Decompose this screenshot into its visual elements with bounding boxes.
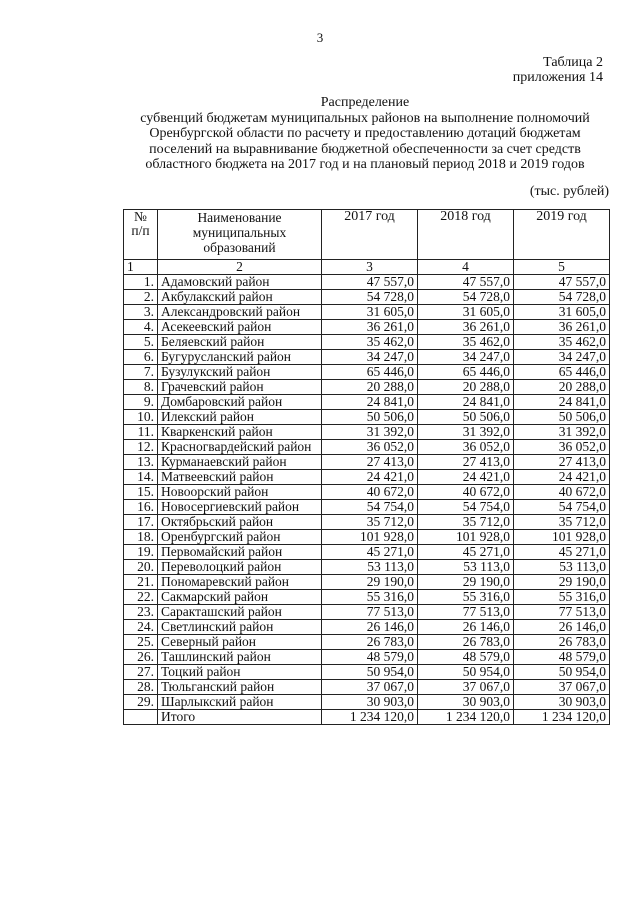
value-2018: 54 728,0 bbox=[418, 290, 514, 305]
district-name: Бузулукский район bbox=[158, 365, 322, 380]
header-name: Наименование муниципальных образований bbox=[158, 210, 322, 260]
row-number: 15. bbox=[124, 485, 158, 500]
value-2018: 53 113,0 bbox=[418, 560, 514, 575]
row-number: 8. bbox=[124, 380, 158, 395]
value-2018: 65 446,0 bbox=[418, 365, 514, 380]
table-row bbox=[124, 680, 610, 695]
value-2018: 29 190,0 bbox=[418, 575, 514, 590]
row-number: 28. bbox=[124, 680, 158, 695]
row-number: 4. bbox=[124, 320, 158, 335]
value-2017: 37 067,0 bbox=[322, 680, 418, 695]
table-row bbox=[124, 500, 610, 515]
value-2017: 36 261,0 bbox=[322, 320, 418, 335]
value-2018: 40 672,0 bbox=[418, 485, 514, 500]
column-index: 3 bbox=[322, 260, 418, 275]
distribution-table bbox=[123, 209, 610, 725]
table-row bbox=[124, 440, 610, 455]
district-name: Александровский район bbox=[158, 305, 322, 320]
column-index: 1 bbox=[124, 260, 158, 275]
row-number: 26. bbox=[124, 650, 158, 665]
row-number: 29. bbox=[124, 695, 158, 710]
value-2017: 54 754,0 bbox=[322, 500, 418, 515]
value-2018: 47 557,0 bbox=[418, 275, 514, 290]
value-2018: 35 462,0 bbox=[418, 335, 514, 350]
value-2018: 31 392,0 bbox=[418, 425, 514, 440]
table-row bbox=[124, 695, 610, 710]
district-name: Кваркенский район bbox=[158, 425, 322, 440]
row-number: 24. bbox=[124, 620, 158, 635]
document-heading bbox=[0, 95, 640, 173]
row-number: 9. bbox=[124, 395, 158, 410]
heading-line: Распределение bbox=[320, 95, 410, 110]
value-2018: 27 413,0 bbox=[418, 455, 514, 470]
column-index: 4 bbox=[418, 260, 514, 275]
table-row bbox=[124, 350, 610, 365]
value-2019: 40 672,0 bbox=[514, 485, 610, 500]
district-name: Тюльганский район bbox=[158, 680, 322, 695]
value-2019: 45 271,0 bbox=[514, 545, 610, 560]
table-row bbox=[124, 395, 610, 410]
table-row bbox=[124, 620, 610, 635]
value-2017: 45 271,0 bbox=[322, 545, 418, 560]
table-row bbox=[124, 545, 610, 560]
table-row bbox=[124, 485, 610, 500]
value-2018: 55 316,0 bbox=[418, 590, 514, 605]
value-2018: 31 605,0 bbox=[418, 305, 514, 320]
row-number: 11. bbox=[124, 425, 158, 440]
row-number: 5. bbox=[124, 335, 158, 350]
column-index: 5 bbox=[514, 260, 610, 275]
district-name: Домбаровский район bbox=[158, 395, 322, 410]
table-row bbox=[124, 560, 610, 575]
row-number: 16. bbox=[124, 500, 158, 515]
district-name: Октябрьский район bbox=[158, 515, 322, 530]
district-name: Светлинский район bbox=[158, 620, 322, 635]
value-2019: 24 421,0 bbox=[514, 470, 610, 485]
value-2019: 55 316,0 bbox=[514, 590, 610, 605]
value-2018: 50 954,0 bbox=[418, 665, 514, 680]
value-2018: 50 506,0 bbox=[418, 410, 514, 425]
row-number: 22. bbox=[124, 590, 158, 605]
row-number: 25. bbox=[124, 635, 158, 650]
value-2017: 24 841,0 bbox=[322, 395, 418, 410]
value-2017: 36 052,0 bbox=[322, 440, 418, 455]
district-name: Новосергиевский район bbox=[158, 500, 322, 515]
table-row bbox=[124, 605, 610, 620]
value-2019: 27 413,0 bbox=[514, 455, 610, 470]
district-name: Илекский район bbox=[158, 410, 322, 425]
value-2017: 50 506,0 bbox=[322, 410, 418, 425]
value-2017: 101 928,0 bbox=[322, 530, 418, 545]
value-2019: 31 605,0 bbox=[514, 305, 610, 320]
header-2019: 2019 год bbox=[514, 210, 610, 260]
value-2017: 31 605,0 bbox=[322, 305, 418, 320]
total-row bbox=[124, 710, 610, 725]
district-name: Красногвардейский район bbox=[158, 440, 322, 455]
row-number: 23. bbox=[124, 605, 158, 620]
heading-line: поселений на выравнивание бюджетной обеспеченности за счет средств bbox=[149, 141, 581, 157]
table-row bbox=[124, 320, 610, 335]
value-2019: 65 446,0 bbox=[514, 365, 610, 380]
value-2018: 45 271,0 bbox=[418, 545, 514, 560]
table-row bbox=[124, 290, 610, 305]
total-2017: 1 234 120,0 bbox=[322, 710, 418, 725]
row-number: 20. bbox=[124, 560, 158, 575]
table-ref-line2: приложения 14 bbox=[512, 70, 603, 85]
district-name: Адамовский район bbox=[158, 275, 322, 290]
value-2019: 29 190,0 bbox=[514, 575, 610, 590]
value-2017: 77 513,0 bbox=[322, 605, 418, 620]
row-number: 2. bbox=[124, 290, 158, 305]
value-2017: 29 190,0 bbox=[322, 575, 418, 590]
total-2018: 1 234 120,0 bbox=[418, 710, 514, 725]
value-2019: 26 146,0 bbox=[514, 620, 610, 635]
district-name: Сакмарский район bbox=[158, 590, 322, 605]
table-row bbox=[124, 335, 610, 350]
district-name: Ташлинский район bbox=[158, 650, 322, 665]
value-2019: 37 067,0 bbox=[514, 680, 610, 695]
row-number: 3. bbox=[124, 305, 158, 320]
district-name: Саракташский район bbox=[158, 605, 322, 620]
heading-line: субвенций бюджетам муниципальных районов на выполнение полномочий bbox=[140, 110, 590, 126]
district-name: Акбулакский район bbox=[158, 290, 322, 305]
row-number: 19. bbox=[124, 545, 158, 560]
value-2018: 34 247,0 bbox=[418, 350, 514, 365]
value-2018: 54 754,0 bbox=[418, 500, 514, 515]
value-2017: 40 672,0 bbox=[322, 485, 418, 500]
table-row bbox=[124, 455, 610, 470]
header-2017: 2017 год bbox=[322, 210, 418, 260]
district-name: Переволоцкий район bbox=[158, 560, 322, 575]
value-2019: 26 783,0 bbox=[514, 635, 610, 650]
row-number: 21. bbox=[124, 575, 158, 590]
district-name: Асекеевский район bbox=[158, 320, 322, 335]
table-row bbox=[124, 470, 610, 485]
value-2019: 30 903,0 bbox=[514, 695, 610, 710]
district-name: Оренбургский район bbox=[158, 530, 322, 545]
value-2018: 20 288,0 bbox=[418, 380, 514, 395]
value-2017: 31 392,0 bbox=[322, 425, 418, 440]
column-index: 2 bbox=[158, 260, 322, 275]
value-2019: 54 754,0 bbox=[514, 500, 610, 515]
row-number: 17. bbox=[124, 515, 158, 530]
header-2018: 2018 год bbox=[418, 210, 514, 260]
value-2019: 35 462,0 bbox=[514, 335, 610, 350]
district-name: Матвеевский район bbox=[158, 470, 322, 485]
value-2018: 77 513,0 bbox=[418, 605, 514, 620]
heading-line: Оренбургской области по расчету и предоставлению дотаций бюджетам bbox=[149, 126, 581, 141]
table-reference bbox=[513, 55, 603, 85]
column-index-row bbox=[124, 260, 610, 275]
row-number: 12. bbox=[124, 440, 158, 455]
total-label: Итого bbox=[158, 710, 322, 725]
heading-line: областного бюджета на 2017 год и на плановый период 2018 и 2019 годов bbox=[145, 157, 585, 172]
value-2018: 30 903,0 bbox=[418, 695, 514, 710]
value-2017: 24 421,0 bbox=[322, 470, 418, 485]
value-2017: 30 903,0 bbox=[322, 695, 418, 710]
district-name: Курманаевский район bbox=[158, 455, 322, 470]
value-2019: 31 392,0 bbox=[514, 425, 610, 440]
value-2019: 50 954,0 bbox=[514, 665, 610, 680]
district-name: Беляевский район bbox=[158, 335, 322, 350]
table-row bbox=[124, 365, 610, 380]
total-num-cell bbox=[124, 710, 158, 725]
header-num: № п/п bbox=[124, 210, 158, 260]
value-2019: 35 712,0 bbox=[514, 515, 610, 530]
value-2019: 36 052,0 bbox=[514, 440, 610, 455]
value-2017: 27 413,0 bbox=[322, 455, 418, 470]
row-number: 13. bbox=[124, 455, 158, 470]
value-2018: 24 841,0 bbox=[418, 395, 514, 410]
value-2017: 48 579,0 bbox=[322, 650, 418, 665]
value-2018: 48 579,0 bbox=[418, 650, 514, 665]
district-name: Новоорский район bbox=[158, 485, 322, 500]
table-row bbox=[124, 650, 610, 665]
value-2019: 77 513,0 bbox=[514, 605, 610, 620]
value-2017: 55 316,0 bbox=[322, 590, 418, 605]
value-2018: 36 261,0 bbox=[418, 320, 514, 335]
value-2017: 53 113,0 bbox=[322, 560, 418, 575]
row-number: 6. bbox=[124, 350, 158, 365]
value-2018: 101 928,0 bbox=[418, 530, 514, 545]
value-2019: 53 113,0 bbox=[514, 560, 610, 575]
value-2019: 24 841,0 bbox=[514, 395, 610, 410]
row-number: 10. bbox=[124, 410, 158, 425]
value-2019: 34 247,0 bbox=[514, 350, 610, 365]
value-2019: 36 261,0 bbox=[514, 320, 610, 335]
table-row bbox=[124, 635, 610, 650]
district-name: Пономаревский район bbox=[158, 575, 322, 590]
value-2017: 26 783,0 bbox=[322, 635, 418, 650]
table-row bbox=[124, 380, 610, 395]
value-2019: 48 579,0 bbox=[514, 650, 610, 665]
value-2017: 35 712,0 bbox=[322, 515, 418, 530]
page-number: 3 bbox=[316, 30, 324, 45]
header-row bbox=[124, 210, 610, 260]
value-2019: 101 928,0 bbox=[514, 530, 610, 545]
value-2019: 20 288,0 bbox=[514, 380, 610, 395]
table-row bbox=[124, 665, 610, 680]
district-name: Бугурусланский район bbox=[158, 350, 322, 365]
row-number: 14. bbox=[124, 470, 158, 485]
table-row bbox=[124, 305, 610, 320]
table-row bbox=[124, 590, 610, 605]
value-2017: 20 288,0 bbox=[322, 380, 418, 395]
value-2018: 36 052,0 bbox=[418, 440, 514, 455]
value-2019: 47 557,0 bbox=[514, 275, 610, 290]
value-2017: 50 954,0 bbox=[322, 665, 418, 680]
value-2018: 37 067,0 bbox=[418, 680, 514, 695]
units-label: (тыс. рублей) bbox=[529, 184, 609, 199]
value-2018: 26 783,0 bbox=[418, 635, 514, 650]
row-number: 7. bbox=[124, 365, 158, 380]
table-row bbox=[124, 410, 610, 425]
table-row bbox=[124, 575, 610, 590]
table-row bbox=[124, 425, 610, 440]
table-body bbox=[124, 275, 610, 710]
table-row bbox=[124, 530, 610, 545]
value-2017: 65 446,0 bbox=[322, 365, 418, 380]
value-2017: 26 146,0 bbox=[322, 620, 418, 635]
value-2017: 35 462,0 bbox=[322, 335, 418, 350]
value-2018: 26 146,0 bbox=[418, 620, 514, 635]
district-name: Первомайский район bbox=[158, 545, 322, 560]
value-2017: 34 247,0 bbox=[322, 350, 418, 365]
value-2017: 54 728,0 bbox=[322, 290, 418, 305]
row-number: 1. bbox=[124, 275, 158, 290]
total-2019: 1 234 120,0 bbox=[514, 710, 610, 725]
row-number: 18. bbox=[124, 530, 158, 545]
table-row bbox=[124, 515, 610, 530]
value-2018: 35 712,0 bbox=[418, 515, 514, 530]
value-2017: 47 557,0 bbox=[322, 275, 418, 290]
district-name: Северный район bbox=[158, 635, 322, 650]
table-row bbox=[124, 275, 610, 290]
value-2018: 24 421,0 bbox=[418, 470, 514, 485]
district-name: Тоцкий район bbox=[158, 665, 322, 680]
row-number: 27. bbox=[124, 665, 158, 680]
value-2019: 54 728,0 bbox=[514, 290, 610, 305]
district-name: Грачевский район bbox=[158, 380, 322, 395]
district-name: Шарлыкский район bbox=[158, 695, 322, 710]
value-2019: 50 506,0 bbox=[514, 410, 610, 425]
table-ref-line1: Таблица 2 bbox=[543, 55, 603, 70]
